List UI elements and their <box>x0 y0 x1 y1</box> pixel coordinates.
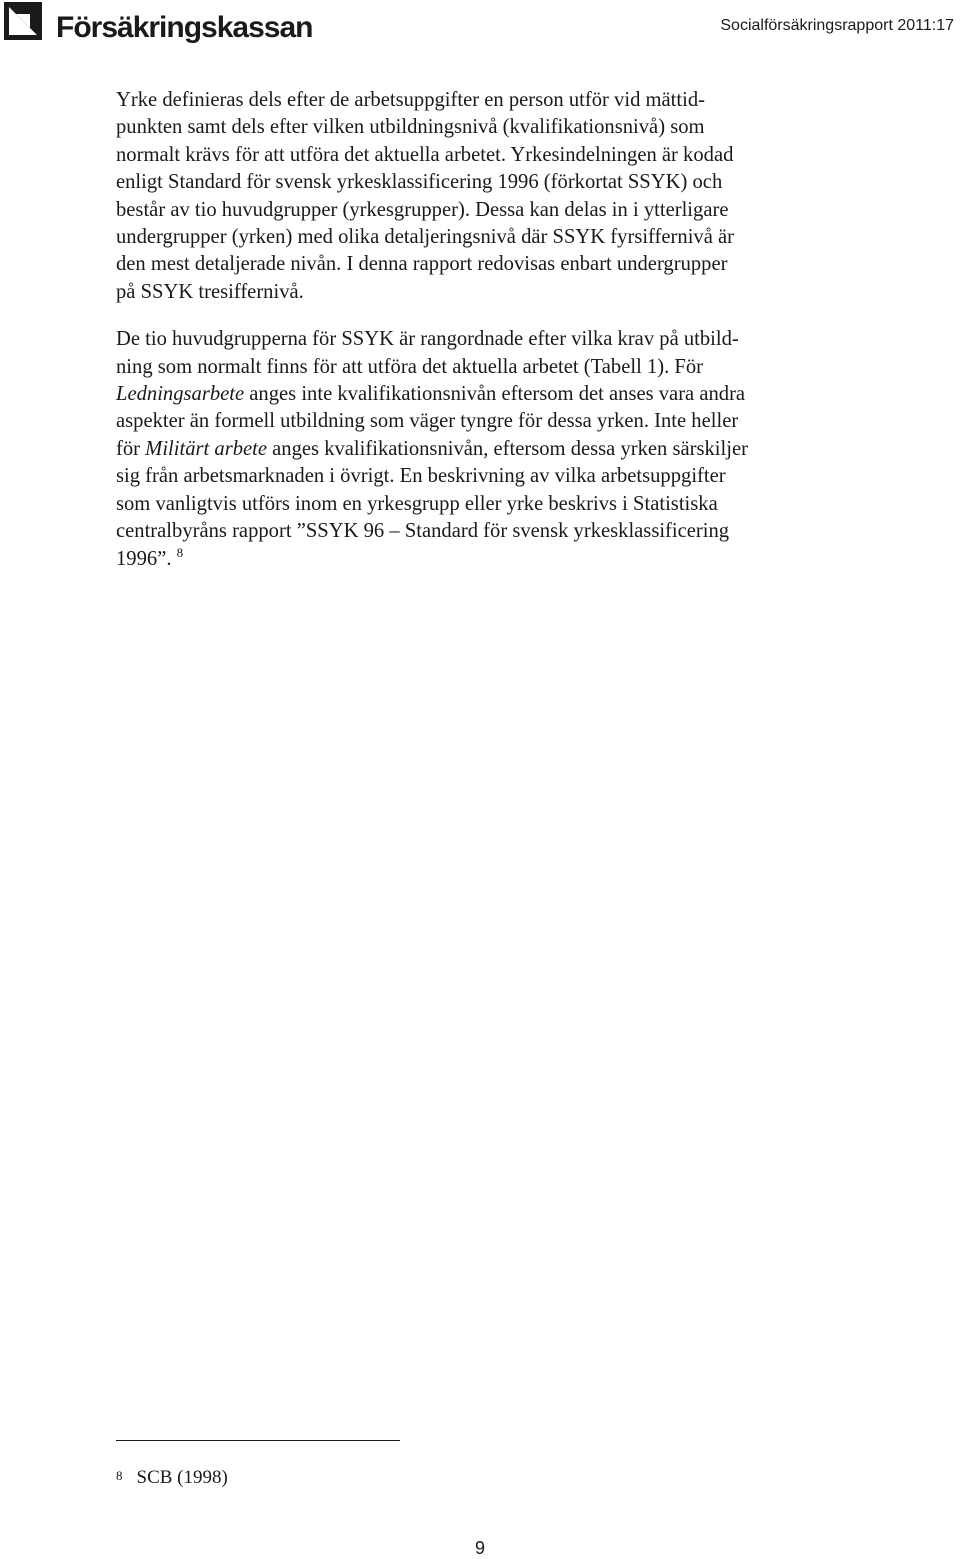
text-line: 1996”. <box>116 547 172 570</box>
text-line: De tio huvudgrupperna för SSYK är rangordnade efter vilka krav på utbild- <box>116 328 739 351</box>
footnote-number: 8 <box>116 1468 123 1483</box>
text-line: den mest detaljerade nivån. I denna rapport redovisas enbart undergrupper <box>116 253 728 276</box>
paragraph-1 <box>116 87 856 306</box>
footnote-text: SCB (1998) <box>136 1467 228 1488</box>
text-line: aspekter än formell utbildning som väger tyngre för dessa yrken. Inte heller <box>116 410 739 433</box>
text-line: normalt krävs för att utföra det aktuella arbetet. Yrkesindelningen är kodad <box>116 143 734 166</box>
text-line: anges kvalifikationsnivån, eftersom dessa yrken särskiljer <box>267 437 748 460</box>
text-line: för <box>116 437 146 460</box>
report-identifier: Socialförsäkringsrapport 2011:17 <box>720 17 954 34</box>
text-line: Yrke definieras dels efter de arbetsuppgifter en person utför vid mättid- <box>116 89 705 111</box>
footnote-divider <box>116 1440 400 1441</box>
text-line: punkten samt dels efter vilken utbildningsnivå (kvalifikationsnivå) som <box>116 116 705 139</box>
page-header <box>0 0 960 48</box>
page-number: 9 <box>474 1538 485 1558</box>
text-line: på SSYK tresiffernivå. <box>116 280 304 303</box>
text-line: sig från arbetsmarknaden i övrigt. En beskrivning av vilka arbetsuppgifter <box>116 465 726 488</box>
footnote <box>116 1466 228 1490</box>
logo-wordmark: Försäkringskassan <box>56 11 313 44</box>
text-line: centralbyråns rapport ”SSYK 96 – Standard för svensk yrkesklassificering <box>116 520 730 543</box>
text-line: består av tio huvudgrupper (yrkesgrupper). Dessa kan delas in i ytterligare <box>116 198 729 221</box>
text-line: som vanligtvis utförs inom en yrkesgrupp eller yrke beskrivs i Statistiska <box>116 492 718 515</box>
emphasis-ledningsarbete: Ledningsarbete <box>116 383 245 406</box>
text-line: anges inte kvalifikationsnivån eftersom det anses vara andra <box>244 383 746 406</box>
text-line: ning som normalt finns för att utföra det aktuella arbetet (Tabell 1). För <box>116 355 704 378</box>
body-text <box>116 87 856 593</box>
text-line: enligt Standard för svensk yrkesklassificering 1996 (förkortat SSYK) och <box>116 171 723 194</box>
forsakringskassan-logo-icon <box>4 2 42 40</box>
emphasis-militart-arbete: Militärt arbete <box>145 437 268 460</box>
text-line: undergrupper (yrken) med olika detaljeringsnivå där SSYK fyrsiffernivå är <box>116 226 735 249</box>
paragraph-2 <box>116 326 856 573</box>
footnote-reference[interactable]: 8 <box>176 544 184 560</box>
